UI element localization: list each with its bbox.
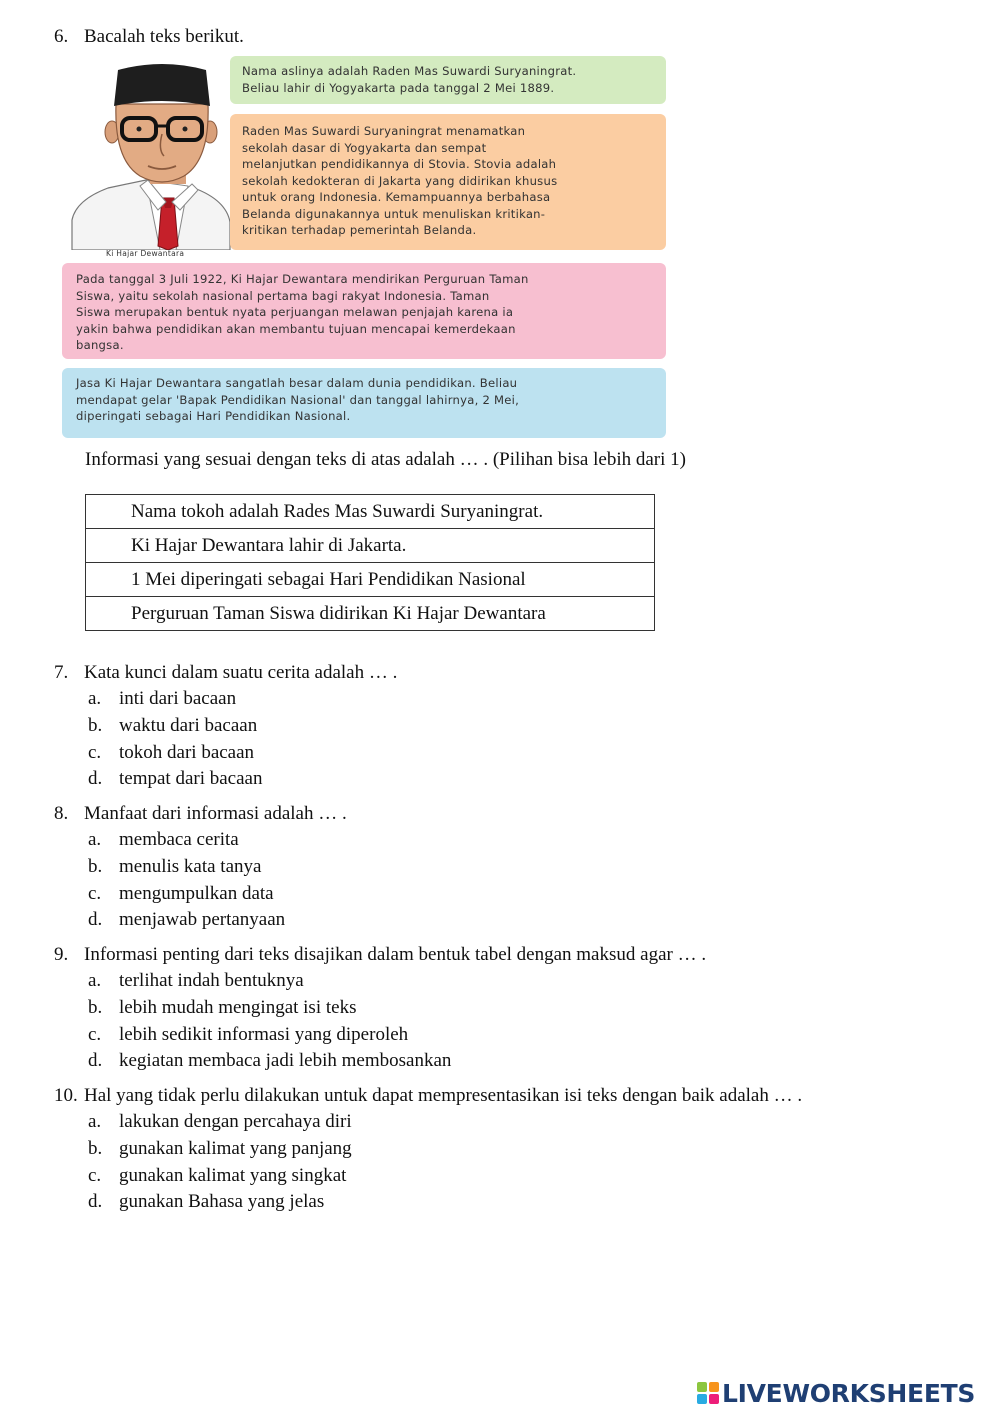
- option-text: mengumpulkan data: [119, 883, 274, 904]
- option-text: lebih sedikit informasi yang diperoleh: [119, 1024, 409, 1045]
- option-7b[interactable]: [88, 715, 257, 737]
- option-text: terlihat indah bentuknya: [119, 970, 304, 991]
- option-letter: a.: [88, 688, 102, 709]
- option-letter: b.: [88, 715, 103, 736]
- question-text: Manfaat dari informasi adalah … .: [84, 803, 347, 824]
- option-8c[interactable]: [88, 883, 274, 905]
- option-letter: c.: [88, 742, 102, 763]
- option-letter: b.: [88, 997, 103, 1018]
- passage-line: Siswa, yaitu sekolah nasional pertama bagi rakyat Indonesia. Taman: [76, 288, 490, 303]
- passage-orange-box: [230, 114, 666, 250]
- question-number: 7.: [54, 662, 69, 683]
- passage-line: Nama aslinya adalah Raden Mas Suwardi Suryaningrat.: [242, 64, 577, 78]
- liveworksheets-logo[interactable]: [697, 1378, 975, 1408]
- passage-line: yakin bahwa pendidikan akan membantu tujuan mencapai kemerdekaan: [76, 321, 516, 336]
- option-letter: c.: [88, 883, 102, 904]
- option-9d[interactable]: [88, 1050, 451, 1072]
- option-letter: b.: [88, 1138, 103, 1159]
- question-7-title: [54, 662, 397, 684]
- option-7c[interactable]: [88, 742, 254, 764]
- option-letter: b.: [88, 856, 103, 877]
- option-letter: a.: [88, 970, 102, 991]
- option-letter: a.: [88, 1111, 102, 1132]
- option-text: menulis kata tanya: [119, 856, 262, 877]
- question-number: 6.: [54, 26, 69, 47]
- passage-line: kritikan terhadap pemerintah Belanda.: [242, 223, 477, 237]
- option-10b[interactable]: [88, 1138, 352, 1160]
- option-text: membaca cerita: [119, 829, 239, 850]
- passage-line: melanjutkan pendidikannya di Stovia. Stovia adalah: [242, 157, 557, 171]
- question-10-title: [54, 1085, 802, 1107]
- passage-line: Pada tanggal 3 Juli 1922, Ki Hajar Dewantara mendirikan Perguruan Taman: [76, 272, 529, 286]
- passage-line: diperingati sebagai Hari Pendidikan Nasional.: [76, 409, 351, 423]
- option-9b[interactable]: [88, 997, 356, 1019]
- question-number: 8.: [54, 803, 69, 824]
- question-text: Informasi penting dari teks disajikan dalam bentuk tabel dengan maksud agar … .: [84, 944, 707, 965]
- option-text: tokoh dari bacaan: [119, 742, 255, 763]
- passage-pink-box: [62, 263, 666, 359]
- question-number: 9.: [54, 944, 69, 965]
- question-text: Kata kunci dalam suatu cerita adalah … .: [84, 662, 398, 683]
- passage-line: mendapat gelar 'Bapak Pendidikan Nasional' dan tanggal lahirnya, 2 Mei,: [76, 392, 520, 407]
- passage-line: sekolah dasar di Yogyakarta dan sempat: [242, 140, 487, 155]
- question-6-title: [54, 26, 244, 48]
- option-text: menjawab pertanyaan: [119, 909, 286, 930]
- option-10c[interactable]: [88, 1165, 346, 1187]
- passage-line: sekolah kedokteran di Jakarta yang didirikan khusus: [242, 173, 558, 188]
- option-8d[interactable]: [88, 909, 285, 931]
- answer-choice[interactable]: Nama tokoh adalah Rades Mas Suwardi Suryaningrat.: [86, 495, 655, 529]
- option-letter: c.: [88, 1165, 102, 1186]
- option-7a[interactable]: [88, 688, 236, 710]
- answer-choice[interactable]: 1 Mei diperingati sebagai Hari Pendidikan Nasional: [86, 563, 655, 597]
- passage-green-box: [230, 56, 666, 104]
- option-7d[interactable]: [88, 768, 262, 790]
- passage-line: Jasa Ki Hajar Dewantara sangatlah besar dalam dunia pendidikan. Beliau: [76, 376, 518, 390]
- option-text: lebih mudah mengingat isi teks: [119, 997, 357, 1018]
- passage-blue-box: [62, 368, 666, 438]
- option-letter: c.: [88, 1024, 102, 1045]
- passage-line: untuk orang Indonesia. Kemampuannya berbahasa: [242, 190, 551, 204]
- question-9-title: [54, 944, 706, 966]
- option-text: tempat dari bacaan: [119, 768, 263, 789]
- passage-line: Belanda digunakannya untuk menuliskan kritikan-: [242, 206, 546, 221]
- liveworksheets-logo-icon: [697, 1382, 719, 1404]
- option-8b[interactable]: [88, 856, 261, 878]
- option-letter: d.: [88, 909, 103, 930]
- question-8-title: [54, 803, 347, 825]
- question-text: Bacalah teks berikut.: [84, 26, 244, 47]
- option-text: lakukan dengan percahaya diri: [119, 1111, 352, 1132]
- passage-line: bangsa.: [76, 338, 124, 352]
- question-6-instruction: Informasi yang sesuai dengan teks di atas adalah … . (Pilihan bisa lebih dari 1): [85, 449, 686, 470]
- question-text: Hal yang tidak perlu dilakukan untuk dapat mempresentasikan isi teks dengan baik adalah … .: [84, 1085, 803, 1106]
- option-8a[interactable]: [88, 829, 239, 851]
- option-text: gunakan kalimat yang panjang: [119, 1138, 352, 1159]
- question-number: 10.: [54, 1085, 78, 1106]
- option-text: kegiatan membaca jadi lebih membosankan: [119, 1050, 452, 1071]
- option-text: inti dari bacaan: [119, 688, 237, 709]
- passage-line: Siswa merupakan bentuk nyata perjuangan melawan penjajah karena ia: [76, 305, 514, 319]
- option-10a[interactable]: [88, 1111, 352, 1133]
- option-text: gunakan Bahasa yang jelas: [119, 1191, 325, 1212]
- answer-choice[interactable]: Ki Hajar Dewantara lahir di Jakarta.: [86, 529, 655, 563]
- option-letter: d.: [88, 768, 103, 789]
- option-9a[interactable]: [88, 970, 304, 992]
- option-letter: d.: [88, 1191, 103, 1212]
- option-10d[interactable]: [88, 1191, 324, 1213]
- option-text: gunakan kalimat yang singkat: [119, 1165, 347, 1186]
- answer-choice[interactable]: Perguruan Taman Siswa didirikan Ki Hajar Dewantara: [86, 597, 655, 631]
- option-9c[interactable]: [88, 1024, 408, 1046]
- answer-choices-table: [85, 494, 655, 631]
- passage-line: Raden Mas Suwardi Suryaningrat menamatkan: [242, 124, 526, 138]
- ki-hajar-dewantara-portrait: [68, 60, 232, 250]
- option-text: waktu dari bacaan: [119, 715, 258, 736]
- option-letter: a.: [88, 829, 102, 850]
- option-letter: d.: [88, 1050, 103, 1071]
- passage-line: Beliau lahir di Yogyakarta pada tanggal 2 Mei 1889.: [242, 80, 555, 95]
- brand-name: LIVEWORKSHEETS: [722, 1378, 976, 1408]
- portrait-caption: Ki Hajar Dewantara: [106, 249, 185, 258]
